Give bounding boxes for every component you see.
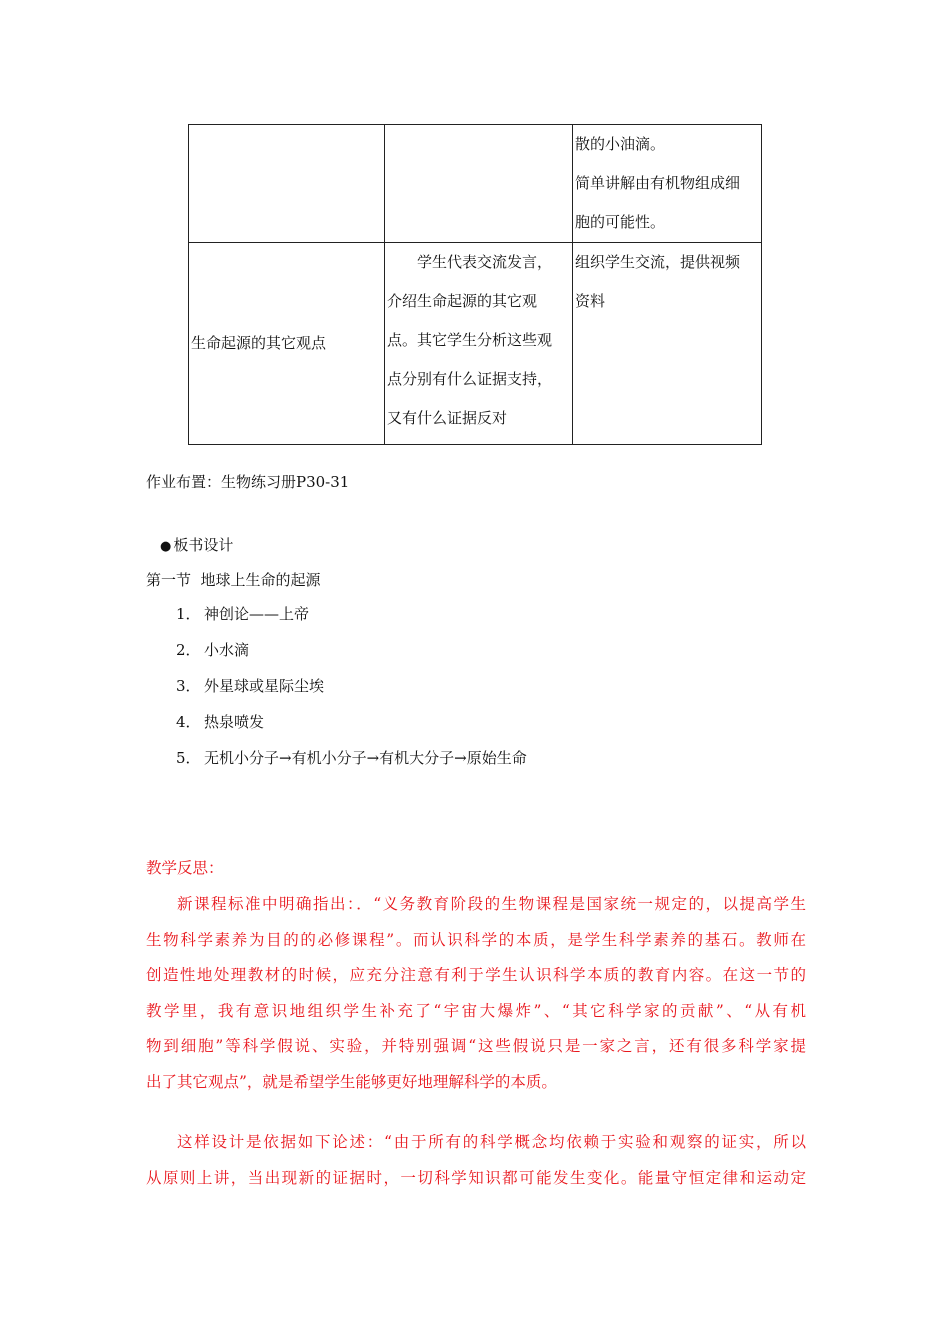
list-item — [176, 636, 527, 672]
list-item — [176, 708, 527, 744]
cell-text-line: 又有什么证据反对 — [387, 409, 508, 427]
cell-text-line: 胞的可能性。 — [574, 213, 665, 231]
reflection-paragraph — [146, 1128, 806, 1199]
cell-text-line: 资料 — [574, 292, 605, 310]
paragraph-line: 新课程标准中明确指出：．“义务教育阶段的生物课程是国家统一规定的，以提高学生 — [177, 895, 806, 913]
homework-assignment: 作业布置：生物练习册P30-31 — [146, 473, 350, 491]
board-design-heading — [160, 531, 233, 561]
list-item-number: 3． — [176, 677, 201, 695]
table-cell-teacher-activity — [572, 243, 761, 445]
list-item-text: 外星球或星际尘埃 — [204, 677, 325, 695]
list-item — [176, 600, 527, 636]
reflection-paragraph — [146, 890, 806, 1103]
list-item-number: 2． — [176, 641, 201, 659]
list-item — [176, 672, 527, 708]
table-cell-teacher-activity — [572, 125, 761, 243]
lesson-table — [188, 124, 762, 445]
section-title: 第一节 地球上生命的起源 — [146, 571, 321, 589]
paragraph-line: 出了其它观点”，就是希望学生能够更好地理解科学的本质。 — [146, 1072, 557, 1091]
board-outline-list — [176, 600, 527, 780]
table-cell-topic — [189, 125, 385, 243]
list-item-text: 无机小分子→有机小分子→有机大分子→原始生命 — [204, 749, 527, 767]
paragraph-line: 物到细胞”等科学假说、实验，并特别强调“这些假说只是一家之言，还有很多科学家提 — [146, 1037, 806, 1055]
bullet-icon: ● — [160, 539, 172, 554]
cell-text-line: 散的小油滴。 — [574, 135, 665, 153]
table-cell-student-activity — [385, 243, 573, 445]
list-item — [176, 744, 527, 780]
cell-text-line: 点分别有什么证据支持， — [387, 370, 553, 388]
paragraph-line: 生物科学素养为目的的必修课程”。而认识科学的本质，是学生科学素养的基石。教师在 — [146, 930, 806, 949]
list-item-number: 5． — [176, 749, 201, 767]
paragraph-line: 从原则上讲，当出现新的证据时，一切科学知识都可能发生变化。能量守恒定律和运动定 — [146, 1168, 806, 1187]
board-heading-text: 板书设计 — [173, 536, 234, 554]
list-item-text: 神创论——上帝 — [204, 605, 310, 623]
cell-text-line: 介绍生命起源的其它观 — [387, 292, 538, 310]
list-item-text: 热泉喷发 — [204, 713, 265, 731]
reflection-title: 教学反思： — [146, 859, 224, 877]
paragraph-line: 教学里，我有意识地组织学生补充了“宇宙大爆炸”、“其它科学家的贡献”、“从有机 — [146, 1001, 806, 1020]
cell-text-line: 学生代表交流发言， — [417, 253, 553, 271]
cell-text-line: 组织学生交流，提供视频 — [574, 253, 740, 271]
list-item-text: 小水滴 — [204, 641, 250, 659]
paragraph-line: 这样设计是依据如下论述：“由于所有的科学概念均依赖于实验和观察的证实，所以 — [177, 1133, 806, 1151]
table-row — [189, 243, 762, 445]
list-item-number: 1． — [176, 605, 201, 623]
paragraph-line: 创造性地处理教材的时候，应充分注意有利于学生认识科学本质的教育内容。在这一节的 — [146, 966, 806, 984]
cell-text-line: 点。其它学生分析这些观 — [387, 331, 553, 349]
table-cell-student-activity — [385, 125, 573, 243]
cell-text-line: 简单讲解由有机物组成细 — [574, 174, 740, 192]
table-cell-topic: 生命起源的其它观点 — [189, 243, 385, 445]
table-row — [189, 125, 762, 243]
list-item-number: 4． — [176, 713, 201, 731]
